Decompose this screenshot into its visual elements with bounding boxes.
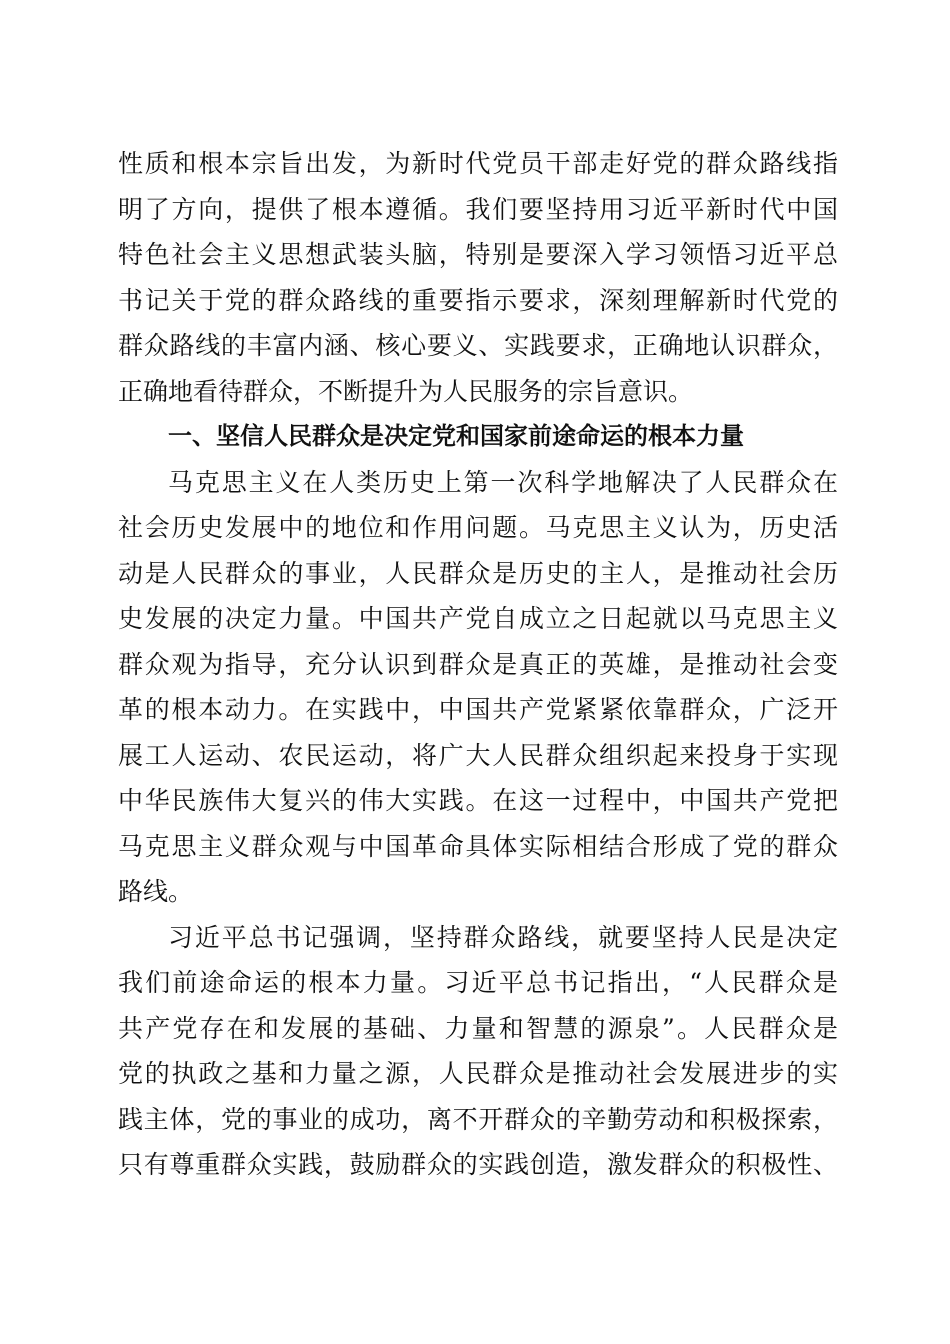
section-heading-text: 一、坚信人民群众是决定党和国家前途命运的根本力量 (168, 422, 744, 450)
text-line: 社会历史发展中的地位和作用问题。马克思主义认为，历史活 (118, 513, 838, 542)
text-line: 正确地看待群众，不断提升为人民服务的宗旨意识。 (118, 376, 694, 406)
text-line: 共产党存在和发展的基础、力量和智慧的源泉”。人民群众是 (118, 1013, 838, 1043)
text-line: 特色社会主义思想武装头脑，特别是要深入学习领悟习近平总 (118, 240, 838, 269)
text-line: 革的根本动力。在实践中，中国共产党紧紧依靠群众，广泛开 (118, 695, 838, 724)
text-line: 马克思主义在人类历史上第一次科学地解决了人民群众在 (168, 467, 838, 497)
paragraph (118, 460, 838, 915)
document-body (118, 141, 838, 1188)
text-line: 群众观为指导，充分认识到群众是真正的英雄，是推动社会变 (118, 649, 838, 679)
text-line: 只有尊重群众实践，鼓励群众的实践创造，激发群众的积极性、 (118, 1150, 838, 1179)
text-line: 展工人运动、农民运动，将广大人民群众组织起来投身于实现 (118, 740, 838, 770)
text-line: 党的执政之基和力量之源，人民群众是推动社会发展进步的实 (118, 1059, 838, 1088)
text-line: 马克思主义群众观与中国革命具体实际相结合形成了党的群众 (118, 831, 838, 861)
text-line: 明了方向，提供了根本遵循。我们要坚持用习近平新时代中国 (118, 194, 838, 224)
text-line: 中华民族伟大复兴的伟大实践。在这一过程中，中国共产党把 (118, 786, 838, 815)
text-line: 路线。 (118, 877, 194, 906)
section-heading (118, 414, 838, 460)
text-line: 动是人民群众的事业，人民群众是历史的主人，是推动社会历 (118, 558, 838, 588)
text-line: 书记关于党的群众路线的重要指示要求，深刻理解新时代党的 (118, 285, 838, 315)
text-line: 群众路线的丰富内涵、核心要义、实践要求，正确地认识群众， (118, 331, 838, 360)
text-line: 史发展的决定力量。中国共产党自成立之日起就以马克思主义 (118, 604, 838, 633)
text-line: 性质和根本宗旨出发，为新时代党员干部走好党的群众路线指 (118, 149, 838, 178)
paragraph-continuation (118, 141, 838, 414)
paragraph (118, 915, 838, 1188)
text-line: 我们前途命运的根本力量。习近平总书记指出，“人民群众是 (118, 968, 838, 997)
text-line: 习近平总书记强调，坚持群众路线，就要坚持人民是决定 (168, 922, 838, 952)
text-line: 践主体，党的事业的成功，离不开群众的辛勤劳动和积极探索， (118, 1104, 838, 1134)
